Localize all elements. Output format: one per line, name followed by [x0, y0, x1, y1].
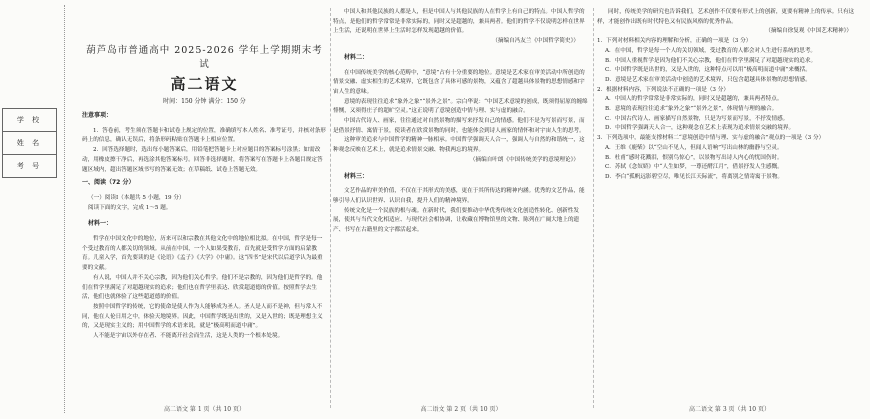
paragraph: 同时，传统美学的研究也告诉我们，艺术创作不仅要有形式上的创新，更要有精神上的传承。只有这样，才能创作出既有时代特色又有民族风格的优秀作品。	[597, 9, 855, 25]
student-info-box	[2, 108, 57, 178]
question-3: 3．下列选项中，最能支撑材料二“意境创造中情与理、实与虚的融合”观点的一项是（3 分）	[597, 135, 825, 142]
option: B．意境的表现往往追求“象外之象”“景外之景”，体现情与理的融合。	[605, 106, 778, 113]
page-divider	[330, 8, 331, 408]
notice-item: 1．答卷前，考生须在答题卡和试卷上规定的位置，准确填写本人姓名、准考证号，并核对条形码上的信息，确认无误后，将条形码粘贴在答题卡上相应位置。	[82, 127, 326, 144]
time-score: 时间：150 分钟 满分：150 分	[163, 98, 246, 105]
question-1: 1．下列对材料相关内容的理解和分析，正确的一项是（3 分）	[597, 38, 752, 45]
material-label: 材料一：	[88, 220, 113, 228]
material-label: 材料三：	[344, 172, 369, 180]
paragraph: 中国古代诗人、画家，往往通过对自然景物的描写来抒发自己的情感。他们不是为写景而写景，而是借景抒情、寓情于景，使读者在欣赏景物的同时，也能体会到诗人画家的情怀和对宇宙人生的思考。	[333, 118, 585, 134]
paragraph: 传统文化是一个民族的根与魂。在新时代，我们要推动中华优秀传统文化创造性转化、创新性发展，使其与当代文化相适应、与现代社会相协调，让收藏在博物馆里的文物、陈列在广阔大地上的遗产、书写在古籍里的文字都活起来。	[333, 207, 580, 234]
option: C．中国古代诗人、画家描写自然景物，只是为写景而写景，不抒发情感。	[605, 115, 789, 122]
option: B．中国人重视哲学是因为他们不关心宗教，他们在哲学里满足了对超越现实的追求。	[605, 57, 817, 64]
page-divider	[593, 8, 594, 408]
paragraph: 有人说，中国人并不关心宗教，因为他们关心哲学。他们不是宗教的，因为他们是哲学的。他们在哲学里满足了对超越现实的追求；他们也在哲学里表达、欣赏超道德的价值。按照哲学去生活，他们也就体验了这些超道德的价值。	[82, 274, 323, 301]
page-footer: 高二语文 第 1 页（共 10 页）	[164, 406, 245, 413]
option: A．王维《鹿柴》以“空山不见人，但闻人语响”写出山林的幽静与空灵。	[605, 144, 783, 151]
paragraph: 中国人和其他民族的人都是人，但是中国人与其他民族的人在哲学上有自己的特点。中国人哲学的特点，是他们的哲学常常是非常实际的，同时又是超越的，兼具两者。他们的哲学不仅说明怎样在世界上生活，还说明在世界上生活时怎样发现超越的价值。	[333, 9, 585, 35]
paragraph: 哲学在中国文化中的地位，历来可以和宗教在其他文化中的地位相比拟。在中国，哲学是每一个受过教育的人都关切的领域。从前在中国，一个人如果受教育，首先就是受哲学方面的启蒙教育。儿童入学，首先要读的是《论语》《孟子》《大学》《中庸》。这“四书”是宋代以后道学认为最重要的文献。	[82, 236, 323, 272]
section-heading: （一）阅读Ⅰ（本题共 5 小题，19 分）	[88, 194, 185, 201]
option: C．中国哲学既是出世的，又是入世的，这种特点可以用“极高明而道中庸”来概括。	[605, 67, 811, 74]
subject-title: 高二语文	[170, 75, 239, 93]
source-note: （摘编自叶朗《中国传统美学的意境理论》）	[469, 156, 579, 163]
option: D．李白“孤帆远影碧空尽，唯见长江天际流”，将离别之情寄寓于景物。	[605, 173, 784, 180]
seal-line	[64, 5, 65, 413]
source-note: （摘编自徐复观《中国艺术精神》）	[765, 28, 852, 35]
exam-title: 葫芦岛市普通高中 2025-2026 学年上学期期末考试	[86, 45, 323, 70]
page-3	[597, 0, 862, 419]
option: D．中国哲学强调天人合一，这种观念在艺术上表现为追求情景交融的境界。	[605, 125, 795, 132]
paragraph: 人不能是宇宙以外存在者、不能离开社会而生活，这是人类的一个根本处境。	[93, 333, 284, 340]
notice-item: 2．回答选择题时，选出每小题答案后，用铅笔把答题卡上对应题目的答案标号涂黑；如需改动，用橡皮擦干净后，再选涂其他答案标号。回答非选择题时，将答案写在答题卡上各题目规定答题区域内，超出答题区域书写的答案无效；在草稿纸、试卷上答题无效。	[82, 147, 323, 173]
option: A．中国人的哲学常常是非常实际的，同时又是超越的，兼具两者特点。	[605, 96, 783, 103]
page-2	[333, 0, 589, 419]
exam-number-label: 考 号	[16, 162, 43, 170]
paragraph: 文艺作品的审美价值，不仅在于其形式的美感，更在于其所传达的精神内涵。优秀的文艺作品，能够引导人们认识世界、认识自我，提升人们的精神境界。	[333, 188, 585, 204]
question-2: 2．根据材料内容，下列说法不正确的一项是（3 分）	[597, 86, 729, 93]
option: A．在中国，哲学是每一个人的关切领域，受过教育的人都会对人生进行系统的思考。	[605, 47, 817, 54]
section-note: 阅读下面的文字，完成 1～5 题。	[88, 204, 172, 211]
material-label: 材料二：	[344, 53, 369, 61]
page-footer: 高二语文 第 3 页（共 10 页）	[689, 406, 770, 413]
page-1	[82, 0, 327, 419]
paragraph: 按照中国哲学的传统，它的使命是使人作为人能够成为圣人。圣人是人而不是神，但与常人不同，他在人伦日用之中，体验天地境界。因此，中国哲学既是出世的，又是入世的；既是理想主义的，又是现实主义的；用中国哲学的术语来说，就是“极高明而道中庸”。	[82, 303, 323, 330]
source-note: （摘编自冯友兰《中国哲学简史》）	[492, 38, 579, 45]
paragraph: 这种审美追求与中国哲学的精神一脉相承。中国哲学强调天人合一，强调人与自然的和谐统一，这种观念反映在艺术上，就是追求情景交融、物我两忘的境界。	[333, 137, 585, 154]
part-heading: 一、阅读（72 分）	[82, 179, 135, 187]
paragraph: 在中国传统美学的核心范畴中，“意境”占有十分重要的地位。意境是艺术家在审美活动中所创造的情景交融、虚实相生的艺术境界，它既包含了具体可感的景物，又蕴含了超越具体景物的思想情感和宇宙人生的意味。	[333, 69, 585, 95]
binding-margin	[0, 0, 58, 419]
option: C．苏轼《念奴娇》中“人生如梦，一尊还酹江月”，借景抒发人生感慨。	[605, 164, 783, 171]
notice-title: 注意事项：	[82, 112, 113, 119]
name-label: 姓 名	[3, 132, 56, 155]
paragraph: 意境的表现往往追求“象外之象”“景外之景”。宗白华说：“中国艺术意境的创成，既须得屈原的缠绵悱恻，又须得庄子的超旷空灵。”这正说明了意境创造中情与理、实与虚的融合。	[333, 98, 588, 115]
page-footer: 高二语文 第 2 页（共 10 页）	[420, 406, 502, 413]
option: B．杜甫“感时花溅泪，恨别鸟惊心”，以景物写出诗人内心的忧国伤时。	[605, 154, 783, 161]
school-label: 学 校	[3, 109, 56, 132]
option: D．意境是艺术家在审美活动中创造的艺术境界，只包含超越具体景物的思想情感。	[605, 76, 811, 83]
